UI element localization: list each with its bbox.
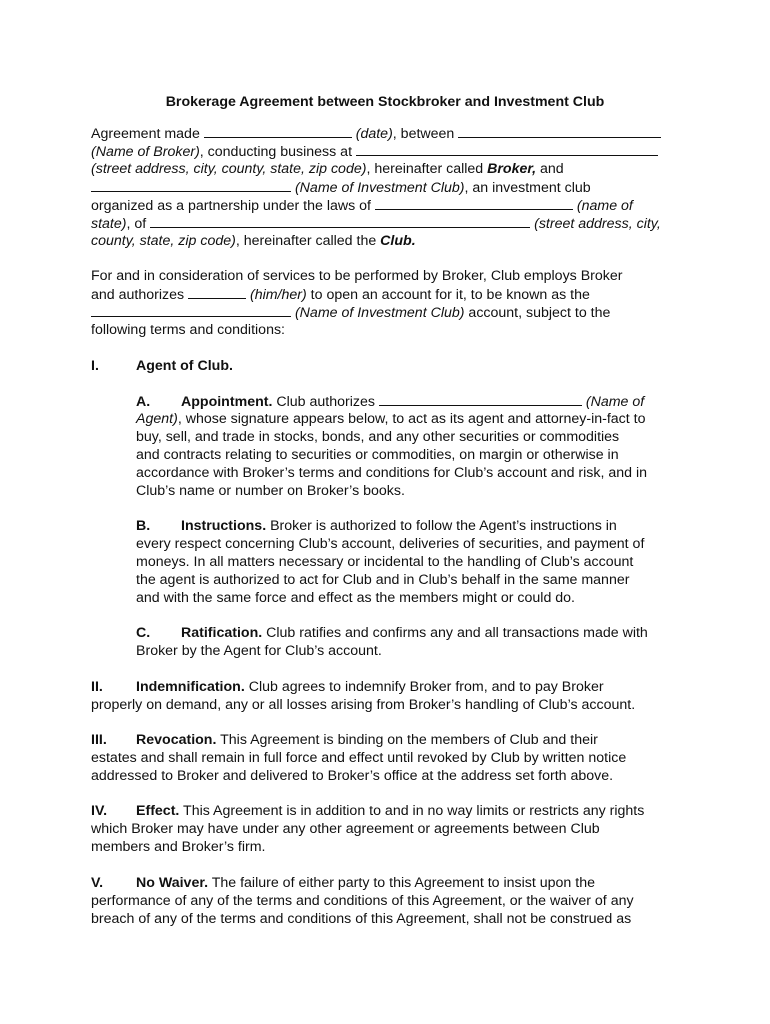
state-blank[interactable] xyxy=(375,196,573,210)
intro-line-7: county, state, zip code), hereinafter called the Club. xyxy=(91,233,416,249)
section-2-line-2: properly on demand, any or all losses arising from Broker’s handling of Club’s account. xyxy=(91,697,636,713)
club-name-blank[interactable] xyxy=(91,178,291,192)
section-1a-line-6: Club’s name or number on Broker’s books. xyxy=(136,483,405,499)
intro-line-6: state), of (street address, city, xyxy=(91,216,661,232)
date-blank[interactable] xyxy=(204,124,352,138)
intro-line-5: organized as a partnership under the laws of (name of xyxy=(91,198,633,214)
section-3-line-2: estates and shall remain in full force and effect until revoked by Club by written notice xyxy=(91,750,627,766)
section-1a-line-3: buy, sell, and trade in stocks, bonds, and any other securities or commodities xyxy=(136,429,620,445)
club-address-blank[interactable] xyxy=(150,214,530,228)
account-name-blank[interactable] xyxy=(91,303,291,317)
section-5-line-2: performance of any of the terms and conditions of this Agreement, or the waiver of any xyxy=(91,893,634,909)
broker-name-blank[interactable] xyxy=(458,124,661,138)
section-4-line-2: which Broker may have under any other agreement or agreements between Club xyxy=(91,821,600,837)
consideration-line-4: following terms and conditions: xyxy=(91,322,285,338)
consideration-line-3: (Name of Investment Club) account, subject to the xyxy=(91,303,610,322)
section-2-line-1: II. Indemnification. Club agrees to indemnify Broker from, and to pay Broker xyxy=(91,679,604,695)
section-1b-line-3: moneys. In all matters necessary or incidental to the handling of Club’s account xyxy=(136,554,634,570)
intro-line-2: (Name of Broker), conducting business at xyxy=(91,142,658,161)
document-title: Brokerage Agreement between Stockbroker and Investment Club xyxy=(165,94,605,110)
section-1c-line-2: Broker by the Agent for Club’s account. xyxy=(136,643,382,659)
agent-name-blank[interactable] xyxy=(379,392,582,406)
section-1b-line-2: every respect concerning Club’s account, deliveries of securities, and payment of xyxy=(136,536,645,552)
intro-line-1: Agreement made (date), between xyxy=(91,124,661,143)
section-1a-line-5: accordance with Broker’s terms and conditions for Club’s account and risk, and in xyxy=(136,465,648,481)
broker-address-blank[interactable] xyxy=(356,142,658,156)
section-3-line-1: III. Revocation. This Agreement is binding on the members of Club and their xyxy=(91,732,598,748)
intro-line-4: (Name of Investment Club), an investment club xyxy=(91,178,591,197)
section-5-line-3: breach of any of the terms and conditions of this Agreement, shall not be construed as xyxy=(91,911,632,927)
section-1a-line-2: Agent), whose signature appears below, to act as its agent and attorney-in-fact to xyxy=(136,411,646,427)
section-5-line-1: V. No Waiver. The failure of either party to this Agreement to insist upon the xyxy=(91,875,595,891)
himher-blank[interactable] xyxy=(188,285,246,299)
section-3-line-3: addressed to Broker and delivered to Broker’s office at the address set forth above. xyxy=(91,768,614,784)
section-4-line-1: IV. Effect. This Agreement is in addition to and in no way limits or restricts any rights xyxy=(91,803,645,819)
consideration-line-2: and authorizes (him/her) to open an account for it, to be known as the xyxy=(91,287,590,303)
consideration-line-1: For and in consideration of services to be performed by Broker, Club employs Broker xyxy=(91,268,623,284)
section-1b-line-4: the agent is authorized to act for Club and in Club’s behalf in the same manner xyxy=(136,572,630,588)
section-1b-line-1: B. Instructions. Broker is authorized to follow the Agent’s instructions in xyxy=(136,518,617,534)
section-1-heading: I. Agent of Club. xyxy=(91,358,233,374)
section-1a-line-1: A. Appointment. Club authorizes (Name of xyxy=(136,394,645,410)
intro-line-3: (street address, city, county, state, zip code), hereinafter called Broker, and xyxy=(91,161,564,177)
section-1b-line-5: and with the same force and effect as the members might or could do. xyxy=(136,590,575,606)
section-1c-line-1: C. Ratification. Club ratifies and confirms any and all transactions made with xyxy=(136,625,648,641)
section-1a-line-4: and contracts relating to securities or commodities, on margin or otherwise in xyxy=(136,447,619,463)
section-4-line-3: members and Broker’s firm. xyxy=(91,839,266,855)
